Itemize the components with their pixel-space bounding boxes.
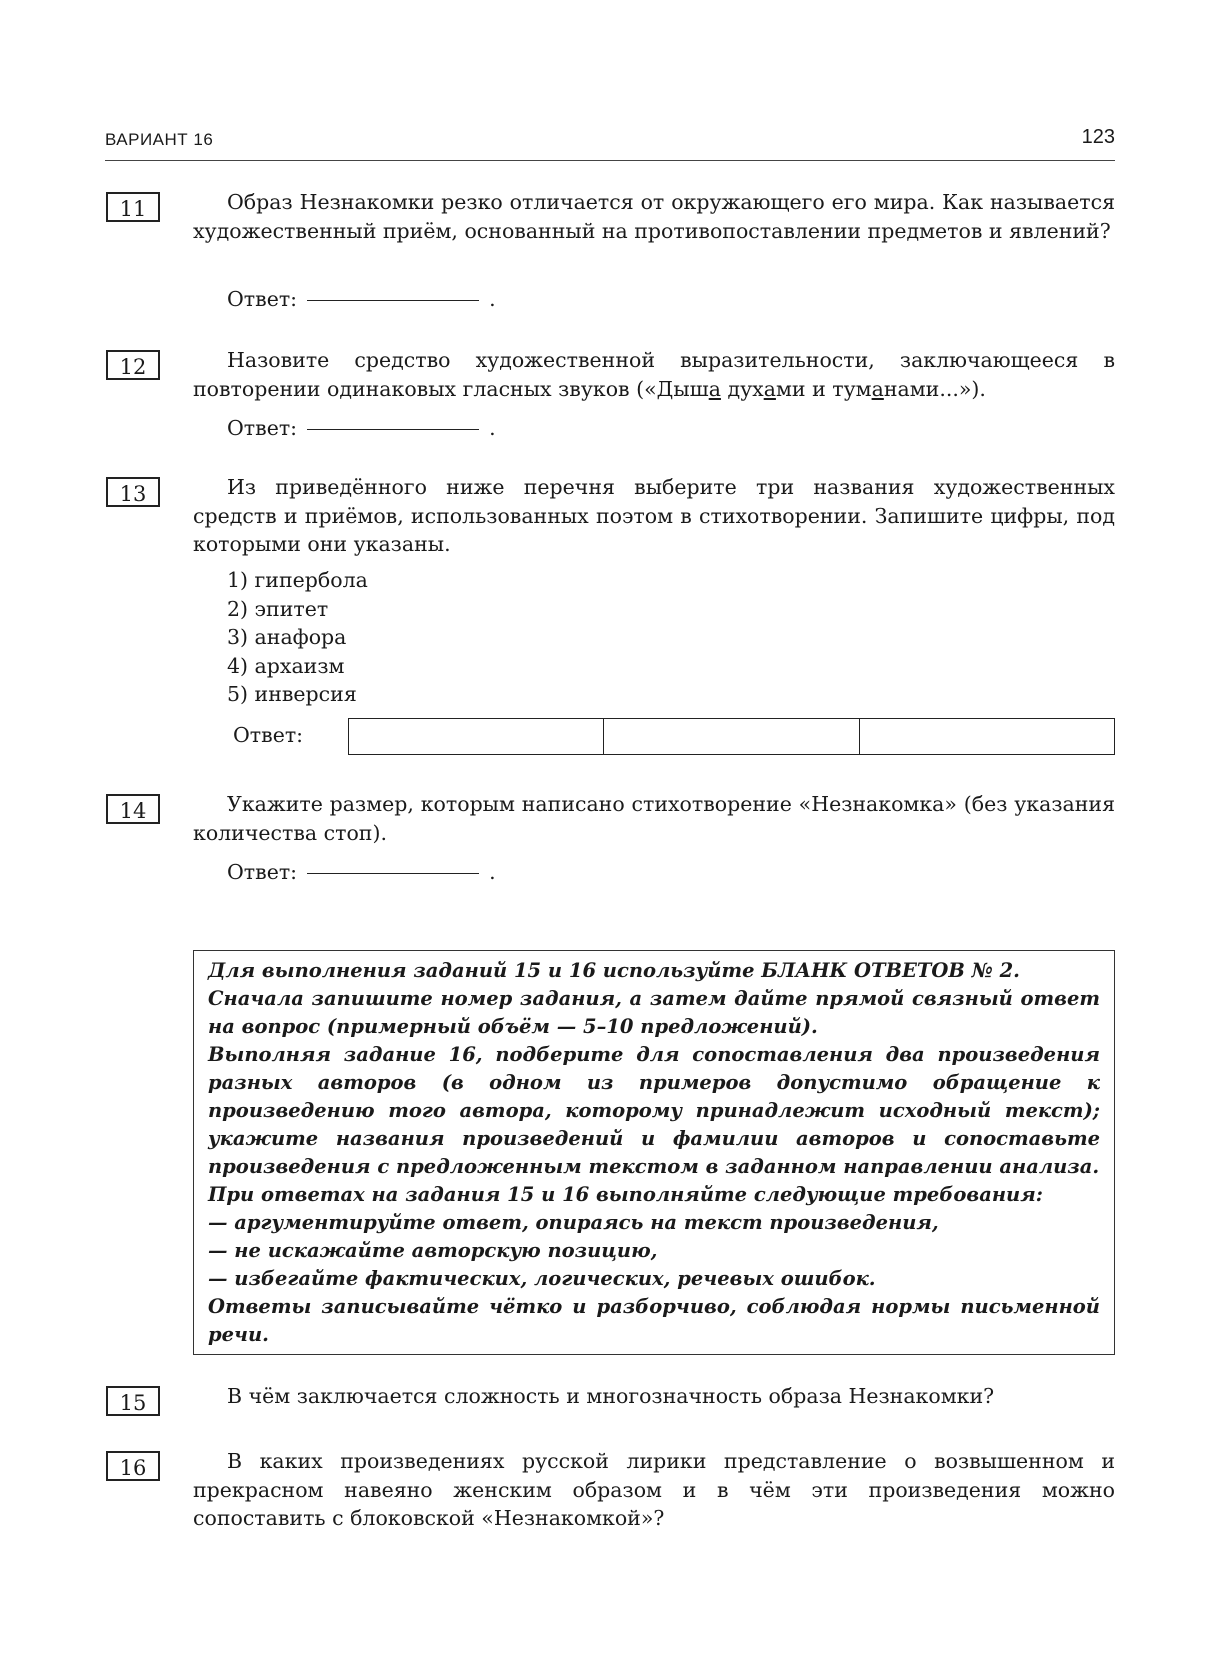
answer-line-11[interactable]: Ответ: .	[227, 287, 496, 311]
question-number-13: 13	[106, 477, 160, 507]
question-number-14: 14	[106, 794, 160, 824]
answer-box-3[interactable]	[860, 719, 1114, 754]
answer-line-14[interactable]: Ответ: .	[227, 860, 496, 884]
question-number-11: 11	[106, 192, 160, 222]
question-text-16: В каких произведениях русской лирики представление о возвышенном и прекрасном навеяно женским образом и в чём эти произведения можно сопоставить с блоковской «Незнакомкой»?	[193, 1449, 1115, 1530]
question-text-12: Назовите средство художественной выразительности, заключающееся в повторении одинаковых гласных звуков («Дыша духами и туманами...»).	[193, 348, 1115, 401]
page-header	[105, 118, 1115, 162]
question-text-14: Укажите размер, которым написано стихотворение «Незнакомка» (без указания количества стоп).	[193, 792, 1115, 845]
option-5: 5) инверсия	[227, 682, 357, 706]
question-number-16: 16	[106, 1451, 160, 1481]
header-divider	[105, 160, 1115, 161]
instruction-line: Ответы записывайте чётко и разборчиво, соблюдая нормы письменной речи.	[208, 1295, 1100, 1346]
instruction-line: Сначала запишите номер задания, а затем дайте прямой связный ответ на вопрос (примерный объём — 5–10 предложений).	[208, 987, 1100, 1038]
instruction-line: — избегайте фактических, логических, речевых ошибок.	[208, 1267, 876, 1290]
question-text-11: Образ Незнакомки резко отличается от окружающего его мира. Как называется художественный приём, основанный на противопоставлении предметов и явлений?	[193, 190, 1115, 243]
option-1: 1) гипербола	[227, 568, 368, 592]
option-2: 2) эпитет	[227, 596, 329, 621]
question-number-15: 15	[106, 1386, 160, 1416]
instruction-line: — аргументируйте ответ, опираясь на текст произведения,	[208, 1211, 939, 1234]
answer-box-1[interactable]	[349, 719, 604, 754]
question-text-15: В чём заключается сложность и многозначность образа Незнакомки?	[227, 1384, 995, 1408]
instruction-line: — не искажайте авторскую позицию,	[208, 1239, 658, 1262]
question-text-13: Из приведённого ниже перечня выберите три названия художественных средств и приёмов, использованных поэтом в стихотворении. Запишите цифры, под которыми они указаны.	[193, 475, 1115, 556]
variant-title: ВАРИАНТ 16	[105, 130, 214, 149]
answer-label-13: Ответ:	[233, 723, 304, 747]
option-3: 3) анафора	[227, 625, 347, 649]
option-4: 4) архаизм	[227, 653, 345, 678]
answer-line-12[interactable]: Ответ: .	[227, 416, 496, 440]
page-number: 123	[1081, 126, 1115, 148]
instruction-line: Выполняя задание 16, подберите для сопоставления два произведения разных авторов (в одном из примеров допустимо обращение к произведению того автора, которому принадлежит исходный текст); укажите названия произведений и фамилии авторов и сопоставьте произведения с предложенным текстом в заданном направлении анализа.	[208, 1043, 1100, 1178]
instructions-box	[193, 950, 1115, 1355]
instruction-line: Для выполнения заданий 15 и 16 используйте БЛАНК ОТВЕТОВ № 2.	[208, 959, 1020, 982]
answer-boxes-13	[348, 718, 1115, 755]
options-list-13	[227, 566, 368, 709]
instruction-line: При ответах на задания 15 и 16 выполняйте следующие требования:	[208, 1183, 1043, 1206]
answer-box-2[interactable]	[604, 719, 859, 754]
question-number-12: 12	[106, 350, 160, 380]
